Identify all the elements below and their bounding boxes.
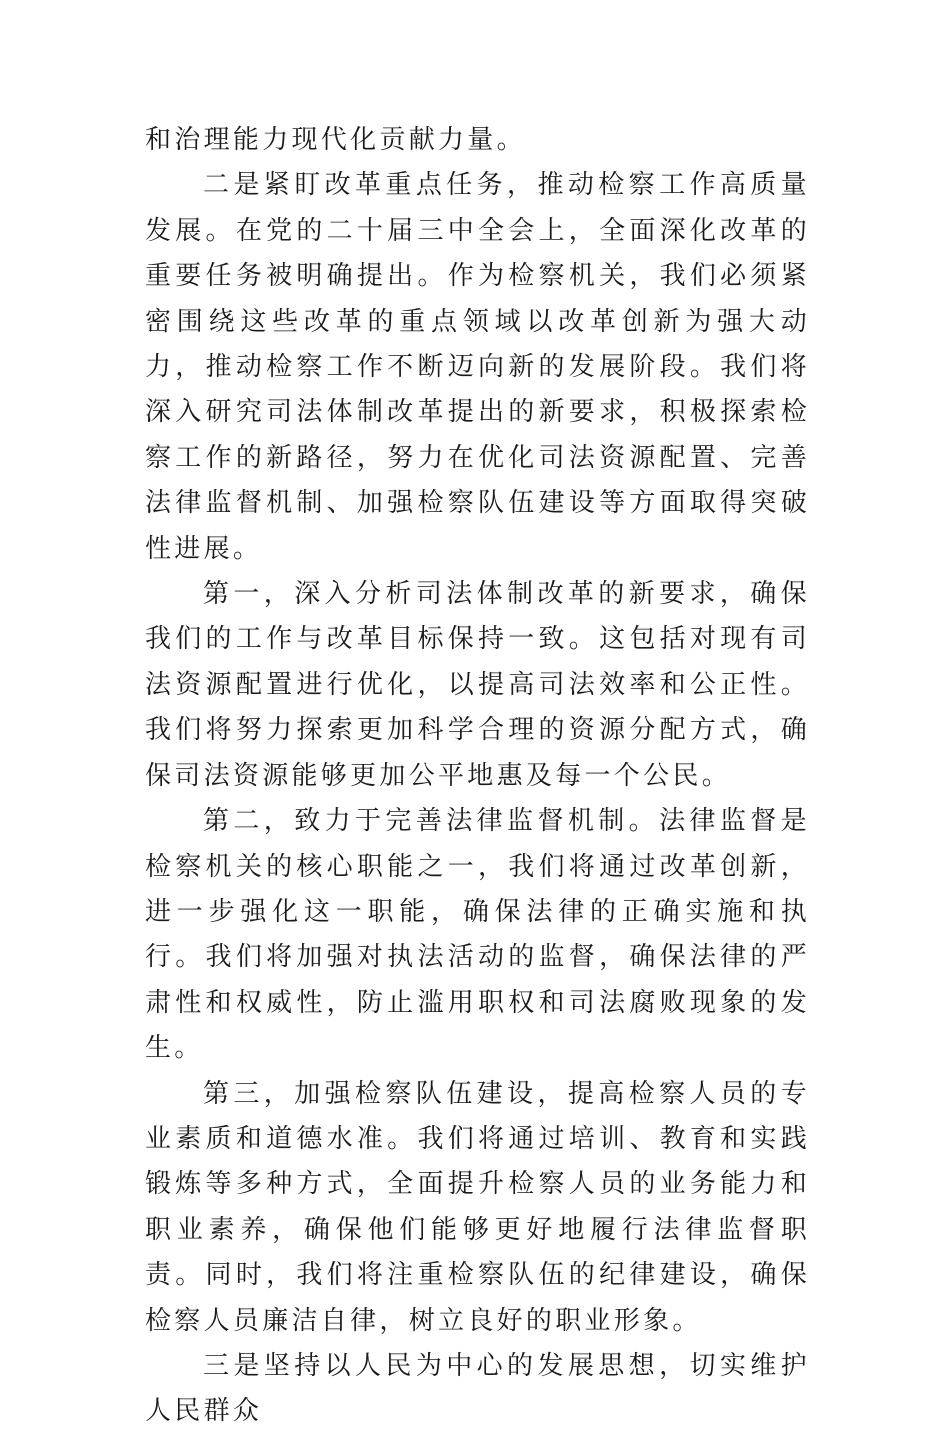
paragraph-second-point: 第二，致力于完善法律监督机制。法律监督是检察机关的核心职能之一，我们将通过改革创新，进一步强化这一职能，确保法律的正确实施和执行。我们将加强对执法活动的监督，确保法律的严肃性和权威性，防止滥用职权和司法腐败现象的发生。 [145, 806, 810, 1064]
paragraph-third-point: 第三，加强检察队伍建设，提高检察人员的专业素质和道德水准。我们将通过培训、教育和实践锻炼等多种方式，全面提升检察人员的业务能力和职业素养，确保他们能够更好地履行法律监督职责。同时，我们将注重检察队伍的纪律建设，确保检察人员廉洁自律，树立良好的职业形象。 [145, 1078, 810, 1336]
paragraph-first-point: 第一，深入分析司法体制改革的新要求，确保我们的工作与改革目标保持一致。这包括对现有司法资源配置进行优化，以提高司法效率和公正性。我们将努力探索更加科学合理的资源分配方式，确保司法资源能够更加公平地惠及每一个公民。 [145, 579, 810, 791]
paragraph-continuation: 和治理能力现代化贡献力量。 [145, 125, 526, 155]
document-body [145, 118, 810, 1435]
paragraph-reform-tasks: 二是紧盯改革重点任务，推动检察工作高质量发展。在党的二十届三中全会上，全面深化改革的重要任务被明确提出。作为检察机关，我们必须紧密围绕这些改革的重点领域以改革创新为强大动力，推动检察工作不断迈向新的发展阶段。我们将深入研究司法体制改革提出的新要求，积极探索检察工作的新路径，努力在优化司法资源配置、完善法律监督机制、加强检察队伍建设等方面取得突破性进展。 [145, 170, 810, 564]
paragraph-people-centered: 三是坚持以人民为中心的发展思想，切实维护人民群众 [145, 1350, 810, 1427]
